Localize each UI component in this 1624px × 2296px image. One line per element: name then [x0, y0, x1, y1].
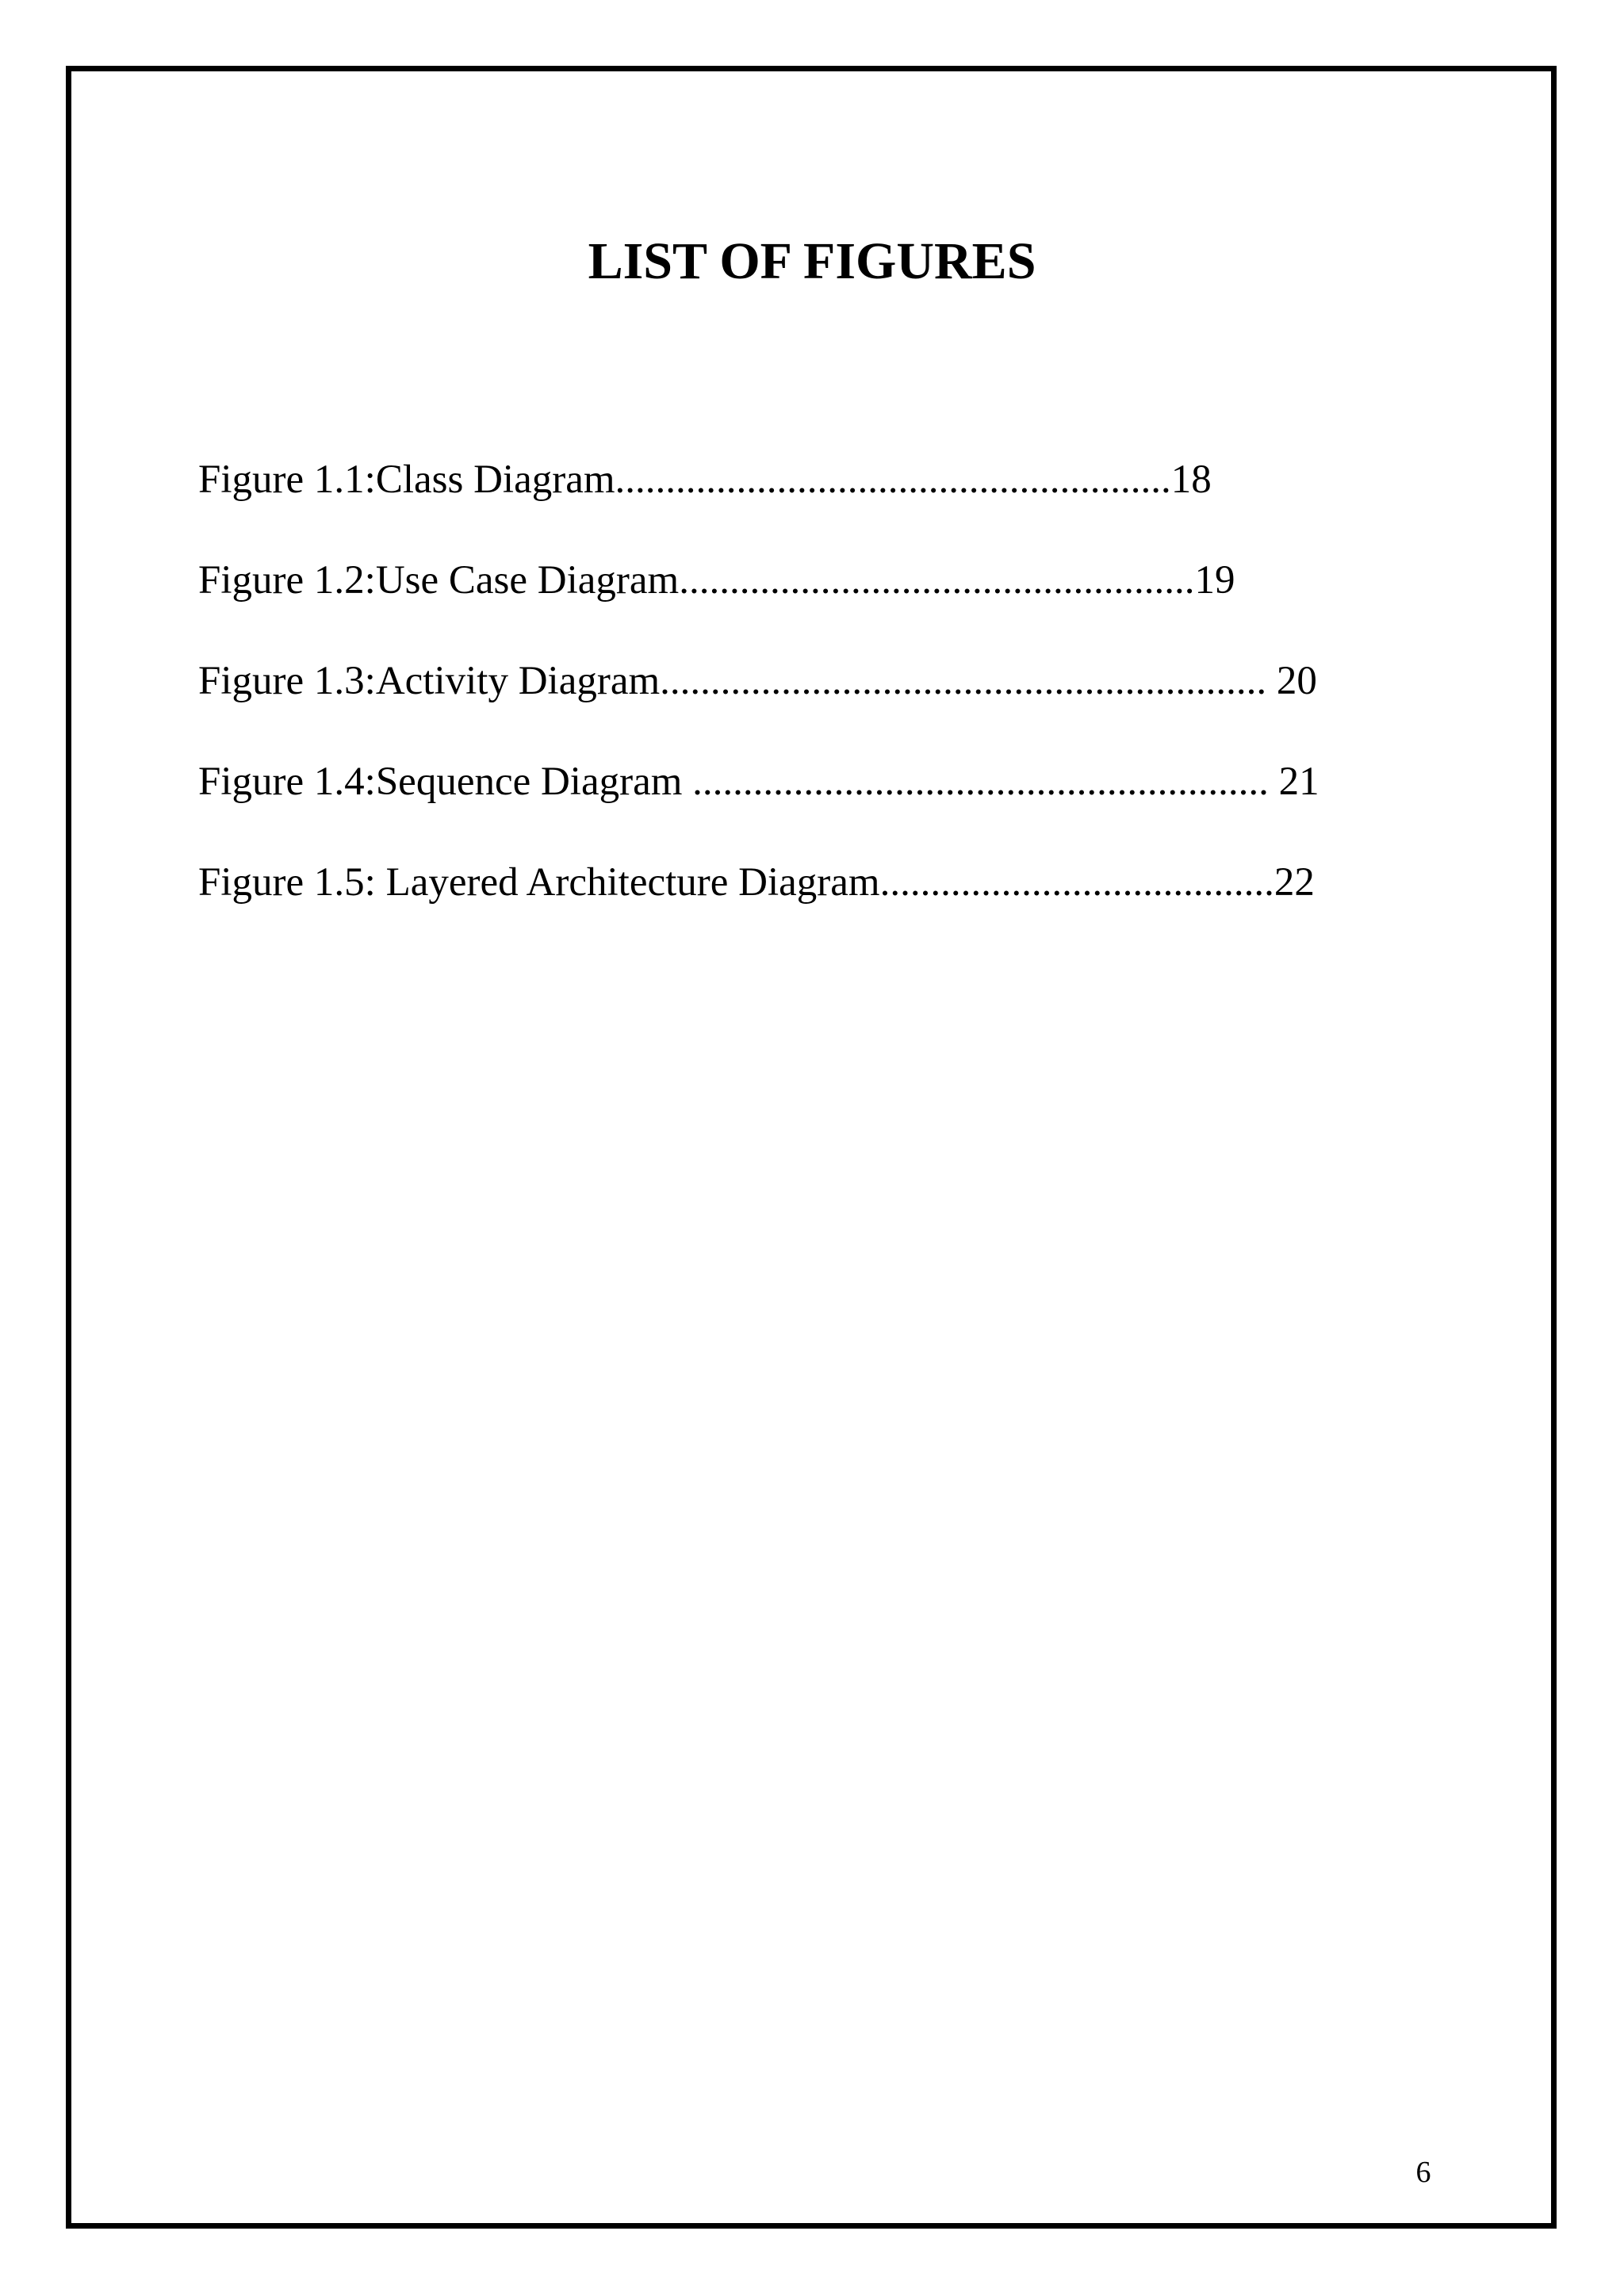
figure-entry: Figure 1.5: Layered Architecture Diagram.......................................22 — [198, 860, 1315, 905]
figure-entry: Figure 1.4:Sequence Diagram ......................................................... 21 — [198, 760, 1320, 804]
page-border — [66, 66, 1557, 2229]
figure-entry: Figure 1.3:Activity Diagram............................................................ 20 — [198, 659, 1317, 703]
page-title: LIST OF FIGURES — [588, 232, 1036, 290]
figure-entry: Figure 1.1:Class Diagram.......................................................18 — [198, 457, 1212, 502]
figure-entry: Figure 1.2:Use Case Diagram...................................................19 — [198, 558, 1235, 603]
page-number: 6 — [1415, 2156, 1431, 2189]
